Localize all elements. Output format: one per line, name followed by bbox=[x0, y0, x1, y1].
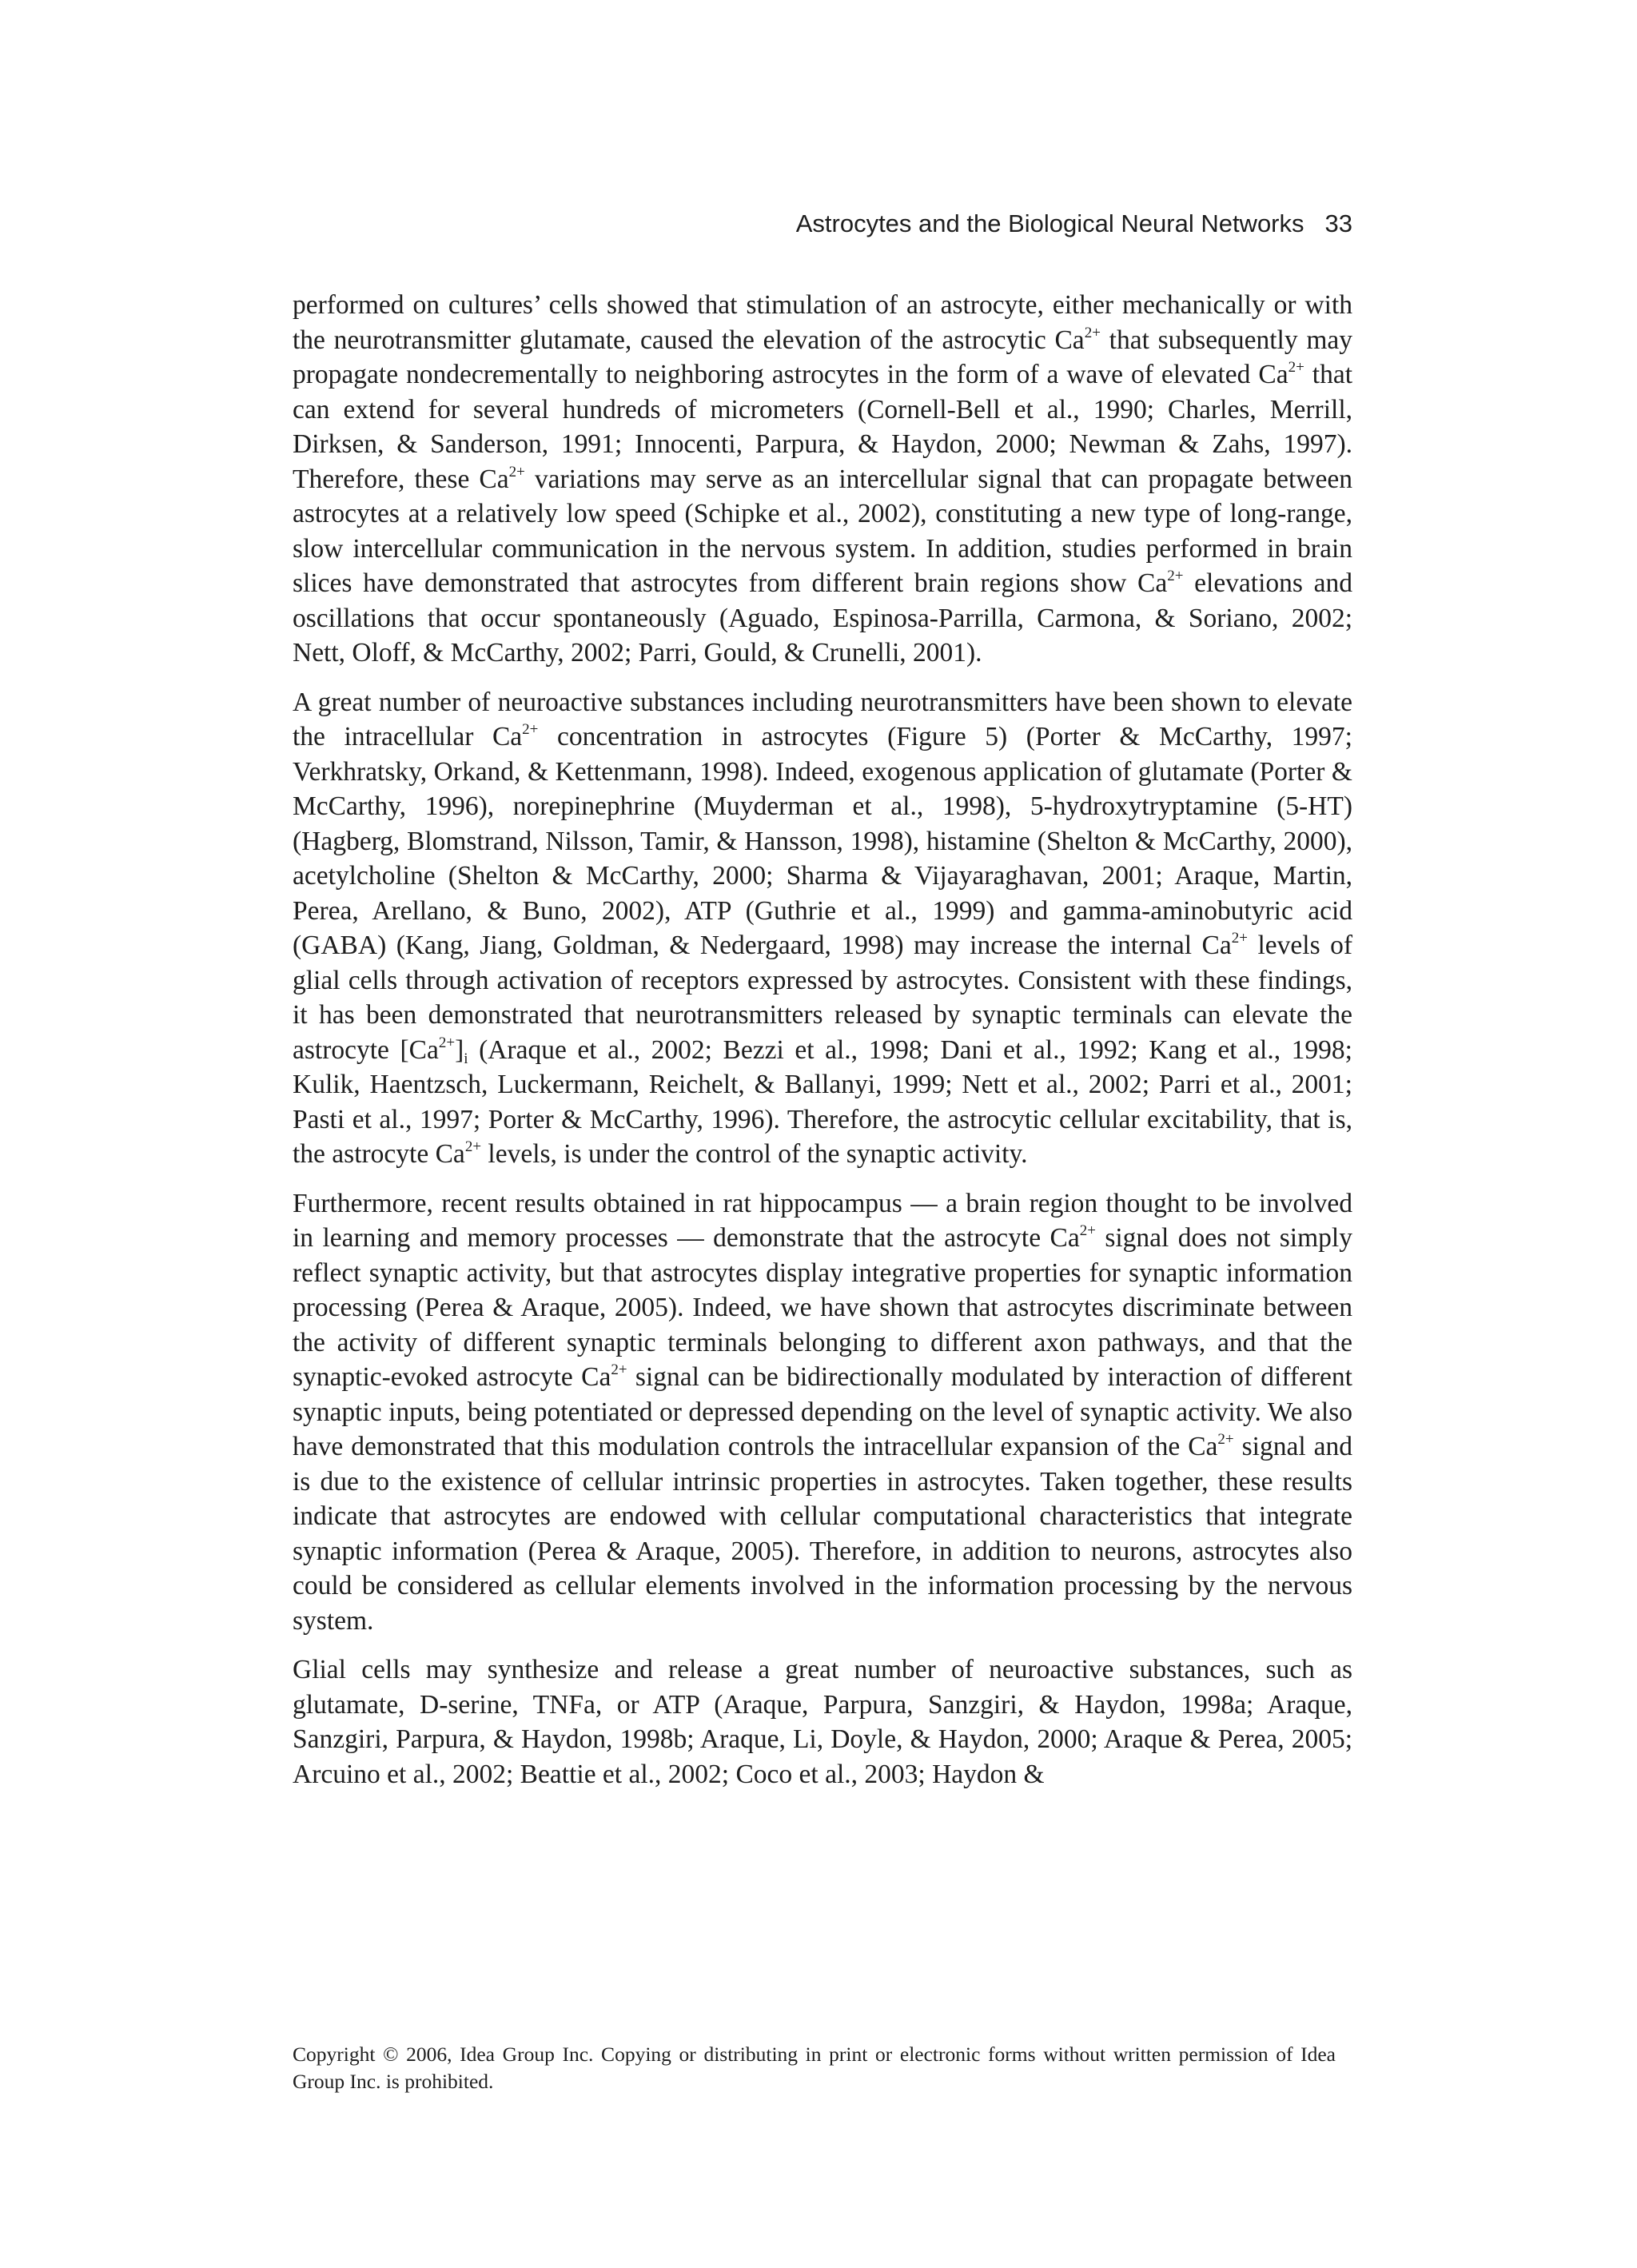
running-title: Astrocytes and the Biological Neural Networks bbox=[795, 209, 1304, 237]
superscript: 2+ bbox=[1079, 1222, 1096, 1239]
copyright-notice: Copyright © 2006, Idea Group Inc. Copying or distributing in print or electronic forms without written permission of Idea Group Inc. is prohibited. bbox=[293, 2043, 1336, 2093]
running-header bbox=[293, 209, 1352, 238]
superscript: 2+ bbox=[522, 721, 539, 738]
superscript: 2+ bbox=[1167, 568, 1184, 584]
paragraph-4: Glial cells may synthesize and release a great number of neuroactive substances, such as glutamate, D-serine, TNFa, or ATP (Araque, Parpura, Sanzgiri, & Haydon, 1998a; Araque, Sanzgiri, Parpura, & Haydon, 1998b; Araque, Li, Doyle, & Haydon, 2000; Araque & Perea, 2005; Arcuino et al., 2002; Beattie et al., 2002; Coco et al., 2003; Haydon & bbox=[293, 1655, 1352, 1789]
superscript: 2+ bbox=[1217, 1431, 1234, 1448]
body-text bbox=[293, 288, 1352, 1806]
superscript: 2+ bbox=[438, 1034, 456, 1051]
paragraph-3: Furthermore, recent results obtained in rat hippocampus — a brain region thought to be involved in learning and memory processes — demonstrate that the astrocyte $Ca^{2+}$ signal does not simply reflect synaptic activity, but that astrocytes display integrative properties for synaptic information processing (Perea & Araque, 2005). Indeed, we have shown that astrocytes discriminate between the activity of different synaptic terminals belonging to different axon pathways, and that the synaptic-evoked astrocyte $Ca^{2+}$ signal can be bidirectionally modulated by interaction of different synaptic inputs, being potentiated or depressed depending on the level of synaptic activity. We also have demonstrated that this modulation controls the intracellular expansion of the $Ca^{2+}$ signal and is due to the existence of cellular intrinsic properties in astrocytes. Taken together, these results indicate that astrocytes are endowed with cellular computational characteristics that integrate synaptic information (Perea & Araque, 2005). Therefore, in addition to neurons, astrocytes also could be considered as cellular elements involved in the information processing by the nervous system. bbox=[293, 1188, 1352, 1636]
superscript: 2+ bbox=[1231, 930, 1248, 947]
superscript: 2+ bbox=[611, 1361, 627, 1378]
superscript: 2+ bbox=[508, 463, 525, 480]
subscript: i bbox=[464, 1050, 468, 1067]
superscript: 2+ bbox=[1084, 324, 1101, 341]
paragraph-2: A great number of neuroactive substances including neurotransmitters have been shown to elevate the intracellular $Ca^{2+}$ concentration in astrocytes (Figure 5) (Porter & McCarthy, 1997; Verkhratsky, Orkand, & Kettenmann, 1998). Indeed, exogenous application of glutamate (Porter & McCarthy, 1996), norepinephrine (Muyderman et al., 1998), 5-hydroxytryptamine (5-HT) (Hagberg, Blomstrand, Nilsson, Tamir, & Hansson, 1998), histamine (Shelton & McCarthy, 2000), acetylcholine (Shelton & McCarthy, 2000; Sharma & Vijayaraghavan, 2001; Araque, Martin, Perea, Arellano, & Buno, 2002), ATP (Guthrie et al., 1999) and gamma-aminobutyric acid (GABA) (Kang, Jiang, Goldman, & Nedergaard, 1998) may increase the internal $Ca^{2+}$ levels of glial cells through activation of receptors expressed by astrocytes. Consistent with these findings, it has been demonstrated that neurotransmitters released by synaptic terminals can elevate the astrocyte $[Ca^{2+}]_i$ (Araque et al., 2002; Bezzi et al., 1998; Dani et al., 1992; Kang et al., 1998; Kulik, Haentzsch, Luckermann, Reichelt, & Ballanyi, 1999; Nett et al., 2002; Parri et al., 2001; Pasti et al., 1997; Porter & McCarthy, 1996). Therefore, the astrocytic cellular excitability, that is, the astrocyte $Ca^{2+}$ levels, is under the control of the synaptic activity. bbox=[293, 687, 1352, 1169]
paragraph-1: performed on cultures’ cells showed that stimulation of an astrocyte, either mechanically or with the neurotransmitter glutamate, caused the elevation of the astrocytic $Ca^{2+}$ that subsequently may propagate nondecrementally to neighboring astrocytes in the form of a wave of elevated $Ca^{2+}$ that can extend for several hundreds of micrometers (Cornell-Bell et al., 1990; Charles, Merrill, Dirksen, & Sanderson, 1991; Innocenti, Parpura, & Haydon, 2000; Newman & Zahs, 1997). Therefore, these $Ca^{2+}$ variations may serve as an intercellular signal that can propagate between astrocytes at a relatively low speed (Schipke et al., 2002), constituting a new type of long-range, slow intercellular communication in the nervous system. In addition, studies performed in brain slices have demonstrated that astrocytes from different brain regions show $Ca^{2+}$ elevations and oscillations that occur spontaneously (Aguado, Espinosa-Parrilla, Carmona, & Soriano, 2002; Nett, Oloff, & McCarthy, 2002; Parri, Gould, & Crunelli, 2001). bbox=[293, 290, 1353, 668]
page-number: 33 bbox=[1324, 209, 1352, 237]
superscript: 2+ bbox=[1288, 359, 1304, 376]
superscript: 2+ bbox=[464, 1138, 482, 1155]
